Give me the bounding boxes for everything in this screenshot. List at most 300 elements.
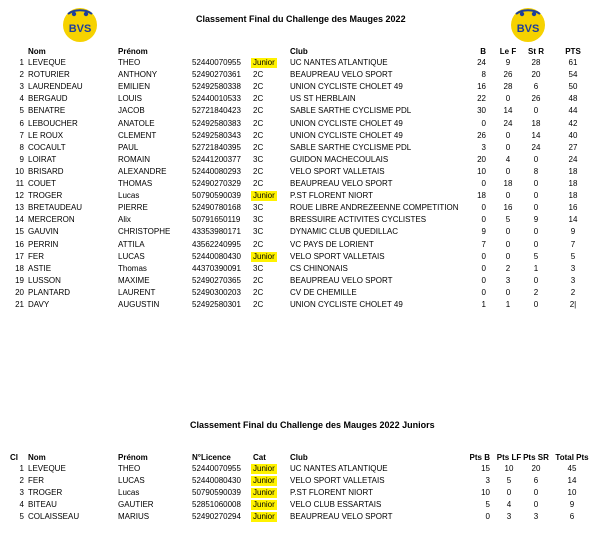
cat-cell: 2C: [253, 275, 264, 285]
b-cell: 22: [477, 94, 486, 104]
lef-cell: 16: [503, 203, 513, 213]
pts-sr-cell: 3: [533, 512, 539, 522]
licence-cell: 52490270361: [192, 70, 241, 80]
cat-cell: 2C: [253, 142, 264, 152]
bvs-logo-left: [60, 5, 100, 43]
nom-cell: PERRIN: [28, 239, 59, 249]
rank-cell: 12: [15, 191, 24, 201]
b-cell: 20: [477, 154, 486, 164]
str-cell: 0: [533, 179, 539, 188]
header-pts: PTS: [565, 47, 581, 56]
club-cell: VELO CLUB ESSARTAIS: [290, 500, 382, 510]
lef-cell: 28: [503, 82, 513, 92]
header-club: Club: [290, 47, 308, 56]
prenom-cell: Alix: [118, 215, 131, 225]
cat-cell: 3C: [253, 154, 264, 164]
pts-cell: 50: [568, 82, 578, 92]
b-cell: 8: [481, 70, 486, 80]
header-pts-lf: Pts LF: [496, 453, 522, 462]
club-cell: BEAUPREAU VELO SPORT: [290, 512, 393, 522]
header-prenom: Prénom: [118, 47, 148, 56]
licence-cell: 52721840395: [192, 142, 241, 152]
pts-cell: 7: [570, 239, 576, 249]
licence-cell: 52440070955: [192, 464, 241, 473]
prenom-cell: PIERRE: [118, 203, 148, 213]
prenom-cell: LOUIS: [118, 94, 143, 104]
rank-cell: 14: [15, 215, 24, 225]
club-cell: BEAUPREAU VELO SPORT: [290, 70, 393, 80]
table-row: [0, 191, 600, 201]
nom-cell: LOIRAT: [28, 154, 57, 164]
b-cell: 0: [481, 215, 486, 225]
logo-text: BVS: [68, 23, 92, 35]
total-pts-cell: 9: [569, 500, 575, 510]
licence-cell: 52490270365: [192, 275, 241, 285]
pts-cell: 48: [568, 94, 578, 104]
nom-cell: BRISARD: [28, 166, 64, 176]
pts-cell: 14: [568, 215, 578, 225]
table-row: [0, 227, 600, 237]
rank-cell: 21: [15, 300, 24, 309]
rank-cell: 1: [19, 464, 24, 473]
pts-cell: 40: [568, 130, 578, 140]
club-cell: VELO SPORT VALLETAIS: [290, 166, 385, 176]
club-cell: US ST HERBLAIN: [290, 94, 356, 104]
prenom-cell: LAURENT: [118, 287, 156, 297]
pts-cell: 42: [568, 118, 578, 128]
licence-cell: 52490270329: [192, 179, 241, 188]
licence-cell: 52440080430: [192, 251, 241, 261]
str-cell: 0: [533, 191, 539, 201]
rank-cell: 2: [19, 476, 24, 486]
pts-cell: 3: [570, 263, 576, 273]
licence-cell: 52851060008: [192, 500, 241, 510]
nom-cell: COCAULT: [28, 142, 66, 152]
b-cell: 0: [481, 203, 486, 213]
total-pts-cell: 10: [567, 488, 577, 498]
club-cell: SABLE SARTHE CYCLISME PDL: [290, 106, 412, 116]
rank-cell: 3: [19, 82, 24, 92]
rank-cell: 19: [15, 275, 24, 285]
cat-cell: 2C: [253, 94, 264, 104]
club-cell: DYNAMIC CLUB QUEDILLAC: [290, 227, 399, 237]
table-row: [0, 500, 600, 510]
prenom-cell: AUGUSTIN: [118, 300, 160, 309]
club-cell: P.ST FLORENT NIORT: [290, 191, 373, 201]
prenom-cell: Thomas: [118, 263, 147, 273]
pts-cell: 18: [568, 191, 578, 201]
lef-cell: 14: [503, 106, 513, 116]
pts-lf-cell: 0: [506, 488, 512, 498]
table-row: [0, 264, 600, 274]
pts-cell: 27: [568, 142, 578, 152]
pts-sr-cell: 0: [533, 500, 539, 510]
lef-cell: 0: [505, 191, 511, 201]
cat-cell: 2C: [253, 130, 264, 140]
licence-cell: 43562240995: [192, 239, 241, 249]
cat-cell: 2C: [253, 287, 264, 297]
nom-cell: BENATRE: [28, 106, 66, 116]
table-row: [0, 106, 600, 116]
table-row: [0, 488, 600, 498]
str-cell: 9: [533, 215, 539, 225]
prenom-cell: ROMAIN: [118, 154, 150, 164]
header-licence: N°Licence: [192, 453, 231, 462]
licence-cell: 52440080430: [192, 476, 241, 486]
b-cell: 0: [481, 275, 486, 285]
lef-cell: 3: [505, 275, 511, 285]
nom-cell: FER: [28, 476, 44, 486]
cat-cell: 3C: [253, 203, 264, 213]
pts-cell: 44: [568, 106, 578, 116]
licence-cell: 50790590039: [192, 488, 241, 498]
pts-b-cell: 3: [485, 476, 490, 486]
prenom-cell: ANTHONY: [118, 70, 158, 80]
table-row: [0, 94, 600, 104]
lef-cell: 0: [505, 142, 511, 152]
club-cell: VELO SPORT VALLETAIS: [290, 251, 385, 261]
cat-cell: 2C: [253, 106, 264, 116]
prenom-cell: ANATOLE: [118, 118, 155, 128]
str-cell: 14: [531, 130, 541, 140]
prenom-cell: JACOB: [118, 106, 145, 116]
nom-cell: BERGAUD: [28, 94, 68, 104]
cat-cell: 2C: [253, 82, 264, 92]
rank-cell: 13: [15, 203, 24, 213]
str-cell: 20: [531, 70, 541, 80]
cat-cell: Junior: [253, 500, 275, 510]
lef-cell: 18: [503, 179, 513, 188]
header-total-pts: Total Pts: [555, 453, 589, 462]
licence-cell: 52441200377: [192, 154, 241, 164]
prenom-cell: LUCAS: [118, 476, 145, 486]
pts-cell: 54: [568, 70, 578, 80]
nom-cell: LEBOUCHER: [28, 118, 78, 128]
cat-cell: 2C: [253, 70, 264, 80]
b-cell: 7: [481, 239, 486, 249]
club-cell: CV DE CHEMILLE: [290, 287, 357, 297]
club-cell: CS CHINONAIS: [290, 263, 348, 273]
table-row: [0, 203, 600, 213]
str-cell: 0: [533, 154, 539, 164]
rank-cell: 5: [19, 106, 24, 116]
prenom-cell: MAXIME: [118, 275, 150, 285]
licence-cell: 50791650119: [192, 215, 241, 225]
table-row: [0, 215, 600, 225]
club-cell: ROUE LIBRE ANDREZEENNE COMPETITION: [290, 203, 459, 213]
rank-cell: 6: [19, 118, 24, 128]
prenom-cell: THEO: [118, 464, 141, 473]
prenom-cell: ALEXANDRE: [118, 166, 167, 176]
prenom-cell: MARIUS: [118, 512, 150, 522]
b-cell: 10: [477, 166, 486, 176]
licence-cell: 52492580343: [192, 130, 241, 140]
str-cell: 0: [533, 227, 539, 237]
prenom-cell: THEO: [118, 58, 141, 67]
table-row: [0, 119, 600, 129]
licence-cell: 52490780168: [192, 203, 241, 213]
nom-cell: BRETAUDEAU: [28, 203, 83, 213]
str-cell: 26: [531, 94, 541, 104]
header-str: St R: [528, 47, 544, 56]
str-cell: 6: [533, 82, 539, 92]
licence-cell: 50790590039: [192, 191, 241, 201]
licence-cell: 52492580338: [192, 82, 241, 92]
table-row: [0, 512, 600, 522]
club-cell: UNION CYCLISTE CHOLET 49: [290, 118, 403, 128]
header-lef: Le F: [499, 47, 517, 56]
bvs-logo-right: [508, 5, 548, 43]
club-cell: GUIDON MACHECOULAIS: [290, 154, 389, 164]
lef-cell: 0: [505, 94, 511, 104]
pts-cell: 2|: [569, 300, 577, 309]
cat-cell: Junior: [253, 464, 275, 473]
pts-cell: 9: [570, 227, 576, 237]
nom-cell: LEVEQUE: [28, 464, 66, 473]
str-cell: 0: [533, 106, 539, 116]
total-pts-cell: 6: [569, 512, 575, 522]
str-cell: 28: [531, 58, 541, 67]
lef-cell: 0: [505, 130, 511, 140]
table-row: [0, 240, 600, 250]
b-cell: 3: [481, 142, 486, 152]
nom-cell: COLAISSEAU: [28, 512, 80, 522]
pts-b-cell: 10: [481, 488, 490, 498]
lef-cell: 0: [505, 227, 511, 237]
rank-cell: 10: [15, 166, 24, 176]
header-cat: Cat: [253, 453, 266, 462]
nom-cell: ROTURIER: [28, 70, 70, 80]
prenom-cell: PAUL: [118, 142, 139, 152]
pts-cell: 3: [570, 275, 576, 285]
rank-cell: 3: [19, 488, 24, 498]
cat-cell: 2C: [253, 118, 264, 128]
rank-cell: 8: [19, 142, 24, 152]
lef-cell: 26: [503, 70, 513, 80]
juniors-header-row: [0, 453, 600, 463]
rank-cell: 4: [19, 94, 24, 104]
pts-sr-cell: 20: [531, 464, 541, 473]
str-cell: 0: [533, 203, 539, 213]
club-cell: VC PAYS DE LORIENT: [290, 239, 374, 249]
cat-cell: 2C: [253, 179, 264, 188]
club-cell: UNION CYCLISTE CHOLET 49: [290, 82, 403, 92]
nom-cell: LUSSON: [28, 275, 61, 285]
pts-cell: 5: [570, 251, 576, 261]
nom-cell: TROGER: [28, 488, 63, 498]
club-cell: BEAUPREAU VELO SPORT: [290, 275, 393, 285]
header-pts-b: Pts B: [469, 453, 490, 462]
club-cell: UNION CYCLISTE CHOLET 49: [290, 130, 403, 140]
rank-cell: 9: [19, 154, 24, 164]
b-cell: 16: [477, 82, 486, 92]
licence-cell: 52440010533: [192, 94, 241, 104]
str-cell: 2: [533, 287, 539, 297]
header-prenom: Prénom: [118, 453, 148, 462]
b-cell: 0: [481, 263, 486, 273]
str-cell: 0: [533, 275, 539, 285]
pts-cell: 18: [568, 166, 578, 176]
str-cell: 0: [533, 300, 539, 309]
cat-cell: 2C: [253, 239, 264, 249]
pts-cell: 2: [570, 287, 576, 297]
pts-lf-cell: 5: [506, 476, 512, 486]
b-cell: 0: [481, 118, 486, 128]
rank-cell: 18: [15, 263, 24, 273]
club-cell: UNION CYCLISTE CHOLET 49: [290, 300, 403, 309]
pts-b-cell: 15: [481, 464, 490, 473]
lef-cell: 0: [505, 166, 511, 176]
cat-cell: 3C: [253, 263, 264, 273]
nom-cell: BITEAU: [28, 500, 57, 510]
nom-cell: TROGER: [28, 191, 63, 201]
pts-sr-cell: 0: [533, 488, 539, 498]
header-nom: Nom: [28, 47, 46, 56]
table-row: [0, 288, 600, 298]
str-cell: 24: [531, 142, 541, 152]
table-row: [0, 252, 600, 262]
club-cell: BEAUPREAU VELO SPORT: [290, 179, 393, 188]
cat-cell: 2C: [253, 300, 264, 309]
cat-cell: 3C: [253, 227, 264, 237]
table-row: [0, 276, 600, 286]
nom-cell: MERCERON: [28, 215, 75, 225]
club-cell: BRESSUIRE ACTIVITES CYCLISTES: [290, 215, 427, 225]
table-row: [0, 82, 600, 92]
lef-cell: 9: [505, 58, 511, 67]
b-cell: 0: [481, 287, 486, 297]
header-pts-sr: Pts SR: [523, 453, 549, 462]
lef-cell: 2: [505, 263, 511, 273]
table-row: [0, 167, 600, 177]
rank-cell: 17: [15, 251, 24, 261]
licence-cell: 52490270294: [192, 512, 241, 522]
b-cell: 24: [477, 58, 486, 67]
table-row: [0, 70, 600, 80]
club-cell: UC NANTES ATLANTIQUE: [290, 464, 388, 473]
rank-cell: 2: [19, 70, 24, 80]
b-cell: 18: [477, 191, 486, 201]
lef-cell: 5: [505, 215, 511, 225]
header-cl: Cl: [10, 453, 18, 462]
licence-cell: 52492580383: [192, 118, 241, 128]
pts-lf-cell: 3: [506, 512, 512, 522]
licence-cell: 43353980171: [192, 227, 241, 237]
lef-cell: 0: [505, 239, 511, 249]
nom-cell: ASTIE: [28, 263, 52, 273]
table-row: [0, 143, 600, 153]
lef-cell: 24: [503, 118, 513, 128]
nom-cell: COUET: [28, 179, 56, 188]
lef-cell: 4: [505, 154, 511, 164]
nom-cell: LEVEQUE: [28, 58, 66, 67]
b-cell: 0: [481, 179, 486, 188]
prenom-cell: CHRISTOPHE: [118, 227, 171, 237]
b-cell: 26: [477, 130, 486, 140]
licence-cell: 52492580301: [192, 300, 241, 309]
prenom-cell: EMILIEN: [118, 82, 151, 92]
str-cell: 8: [533, 166, 539, 176]
rank-cell: 7: [19, 130, 24, 140]
total-pts-cell: 45: [567, 464, 577, 473]
table-row: [0, 300, 600, 310]
final-header-row: [0, 47, 600, 57]
lef-cell: 0: [505, 287, 511, 297]
str-cell: 18: [531, 118, 541, 128]
b-cell: 30: [477, 106, 486, 116]
rank-cell: 5: [19, 512, 24, 522]
club-cell: UC NANTES ATLANTIQUE: [290, 58, 388, 67]
nom-cell: FER: [28, 251, 44, 261]
b-cell: 9: [481, 227, 486, 237]
cat-cell: Junior: [253, 251, 275, 261]
cat-cell: 3C: [253, 215, 264, 225]
prenom-cell: ATTILA: [118, 239, 145, 249]
pts-lf-cell: 10: [504, 464, 514, 473]
table-row: [0, 58, 600, 68]
club-cell: VELO SPORT VALLETAIS: [290, 476, 385, 486]
pts-sr-cell: 6: [533, 476, 539, 486]
table-row: [0, 464, 600, 474]
pts-b-cell: 0: [485, 512, 490, 522]
rank-cell: 16: [15, 239, 24, 249]
rank-cell: 20: [15, 287, 24, 297]
lef-cell: 0: [505, 251, 511, 261]
pts-cell: 18: [568, 179, 578, 188]
pts-b-cell: 5: [485, 500, 490, 510]
total-pts-cell: 14: [567, 476, 577, 486]
str-cell: 1: [533, 263, 539, 273]
licence-cell: 52721840423: [192, 106, 241, 116]
pts-cell: 24: [568, 154, 578, 164]
nom-cell: GAUVIN: [28, 227, 59, 237]
header-club: Club: [290, 453, 308, 462]
b-cell: 0: [481, 251, 486, 261]
nom-cell: DAVY: [28, 300, 50, 309]
str-cell: 5: [533, 251, 539, 261]
rank-cell: 11: [15, 179, 24, 188]
cat-cell: Junior: [253, 512, 275, 522]
prenom-cell: THOMAS: [118, 179, 153, 188]
club-cell: SABLE SARTHE CYCLISME PDL: [290, 142, 412, 152]
table-row: [0, 476, 600, 486]
cat-cell: Junior: [253, 191, 275, 201]
b-cell: 1: [481, 300, 486, 309]
table-row: [0, 179, 600, 189]
table-row: [0, 155, 600, 165]
prenom-cell: GAUTIER: [118, 500, 154, 510]
prenom-cell: Lucas: [118, 488, 140, 498]
table-row: [0, 131, 600, 141]
nom-cell: LE ROUX: [28, 130, 64, 140]
nom-cell: PLANTARD: [28, 287, 71, 297]
prenom-cell: Lucas: [118, 191, 140, 201]
club-cell: P.ST FLORENT NIORT: [290, 488, 373, 498]
nom-cell: LAURENDEAU: [28, 82, 83, 92]
pts-lf-cell: 4: [506, 500, 512, 510]
rank-cell: 1: [19, 58, 24, 67]
rank-cell: 15: [15, 227, 24, 237]
pts-cell: 61: [568, 58, 578, 67]
prenom-cell: LUCAS: [118, 251, 145, 261]
cat-cell: Junior: [253, 58, 275, 67]
logo-text: BVS: [516, 23, 540, 35]
cat-cell: 2C: [253, 166, 264, 176]
licence-cell: 52440080293: [192, 166, 241, 176]
str-cell: 0: [533, 239, 539, 249]
final-title: Classement Final du Challenge des Mauges 2022: [196, 14, 406, 24]
juniors-title: Classement Final du Challenge des Mauges 2022 Juniors: [190, 420, 435, 430]
